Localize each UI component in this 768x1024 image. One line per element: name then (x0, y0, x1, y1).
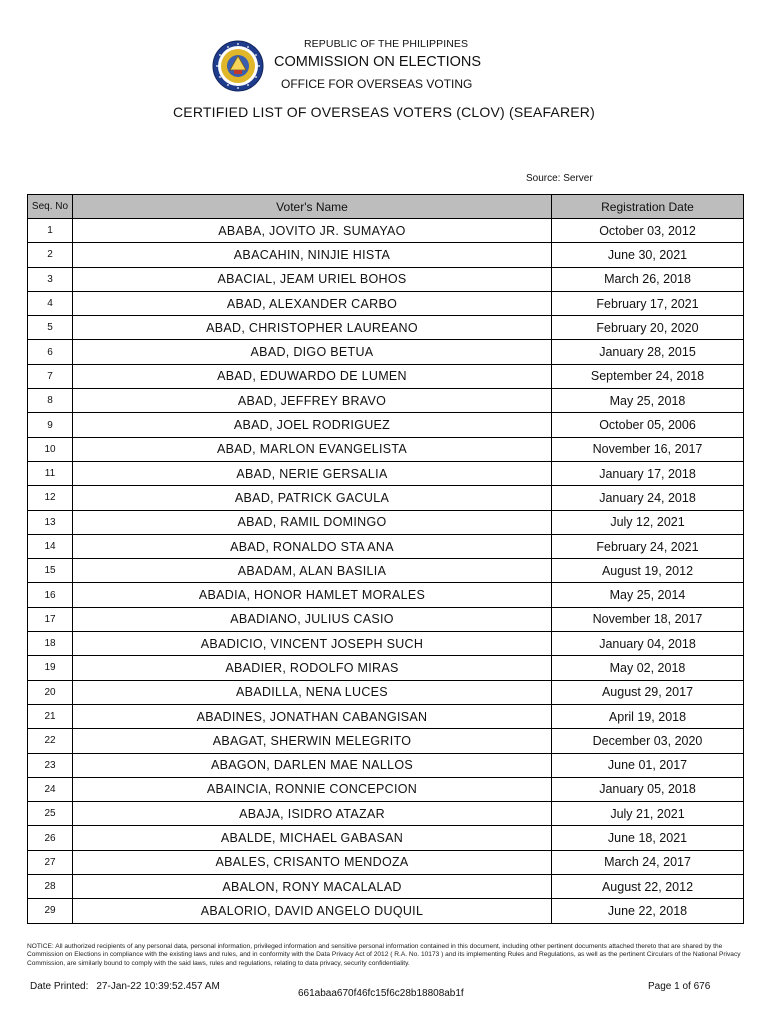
voter-name-cell: ABAD, MARLON EVANGELISTA (73, 437, 552, 461)
table-row (28, 704, 744, 728)
column-header-seq: Seq. No (28, 195, 73, 219)
voter-name-cell: ABAD, EDUWARDO DE LUMEN (73, 364, 552, 388)
table-row (28, 656, 744, 680)
seq-cell: 16 (28, 583, 73, 607)
seq-cell: 20 (28, 680, 73, 704)
seq-cell: 29 (28, 899, 73, 923)
table-row (28, 510, 744, 534)
table-row (28, 607, 744, 631)
voter-name-cell: ABACAHIN, NINJIE HISTA (73, 243, 552, 267)
seq-cell: 7 (28, 364, 73, 388)
voter-name-cell: ABADICIO, VINCENT JOSEPH SUCH (73, 632, 552, 656)
date-printed (30, 981, 220, 992)
seq-cell: 14 (28, 534, 73, 558)
column-header-date: Registration Date (552, 195, 744, 219)
table-row (28, 389, 744, 413)
seq-cell: 28 (28, 875, 73, 899)
document-hash: 661abaa670f46fc15f6c28b18808ab1f (298, 988, 464, 999)
voter-name-cell: ABAD, DIGO BETUA (73, 340, 552, 364)
table-row (28, 340, 744, 364)
voter-name-cell: ABADIER, RODOLFO MIRAS (73, 656, 552, 680)
registration-date-cell: June 01, 2017 (552, 753, 744, 777)
registration-date-cell: June 22, 2018 (552, 899, 744, 923)
document-header (0, 0, 768, 170)
registration-date-cell: May 25, 2014 (552, 583, 744, 607)
seq-cell: 9 (28, 413, 73, 437)
registration-date-cell: July 12, 2021 (552, 510, 744, 534)
voter-name-cell: ABAD, RAMIL DOMINGO (73, 510, 552, 534)
table-row (28, 364, 744, 388)
seq-cell: 3 (28, 267, 73, 291)
date-printed-value: 27-Jan-22 10:39:52.457 AM (96, 981, 220, 992)
seq-cell: 8 (28, 389, 73, 413)
seq-cell: 13 (28, 510, 73, 534)
table-row (28, 899, 744, 923)
seq-cell: 5 (28, 316, 73, 340)
seq-cell: 19 (28, 656, 73, 680)
agency-heading: COMMISSION ON ELECTIONS (274, 54, 482, 70)
table-row (28, 413, 744, 437)
table-row (28, 267, 744, 291)
registration-date-cell: November 18, 2017 (552, 607, 744, 631)
table-row (28, 753, 744, 777)
registration-date-cell: June 30, 2021 (552, 243, 744, 267)
voter-name-cell: ABAD, JEFFREY BRAVO (73, 389, 552, 413)
voter-name-cell: ABAGON, DARLEN MAE NALLOS (73, 753, 552, 777)
registration-date-cell: February 20, 2020 (552, 316, 744, 340)
table-row (28, 729, 744, 753)
table-row (28, 777, 744, 801)
seq-cell: 4 (28, 291, 73, 315)
table-row (28, 559, 744, 583)
voter-name-cell: ABAD, NERIE GERSALIA (73, 461, 552, 485)
voter-name-cell: ABAINCIA, RONNIE CONCEPCION (73, 777, 552, 801)
registration-date-cell: October 05, 2006 (552, 413, 744, 437)
seq-cell: 2 (28, 243, 73, 267)
republic-heading: REPUBLIC OF THE PHILIPPINES (304, 38, 469, 50)
date-printed-label: Date Printed: (30, 981, 89, 992)
comelec-seal-icon (212, 40, 264, 92)
registration-date-cell: January 28, 2015 (552, 340, 744, 364)
document-title: CERTIFIED LIST OF OVERSEAS VOTERS (CLOV) (SEAFARER) (173, 104, 595, 120)
page-number: Page 1 of 676 (648, 981, 711, 992)
voter-name-cell: ABAGAT, SHERWIN MELEGRITO (73, 729, 552, 753)
seq-cell: 23 (28, 753, 73, 777)
table-row (28, 802, 744, 826)
registration-date-cell: January 05, 2018 (552, 777, 744, 801)
voter-name-cell: ABACIAL, JEAM URIEL BOHOS (73, 267, 552, 291)
voter-name-cell: ABADAM, ALAN BASILIA (73, 559, 552, 583)
privacy-notice: NOTICE: All authorized recipients of any personal data, personal information, privileged information and sensitive personal information contained in this document, including other pertinent documents attached thereto that are shared by the Commission on Elections in compliance with the existing laws and rules, and in conformity with the Data Privacy Act of 2012 ( R.A. No. 10173 ) and its implementing Rules and Regulations, as well as the pertinent Circulars of the National Privacy Commission, are similarly bound to comply with the said laws, rules and regulations, relating to data privacy, security confidentiality. (27, 943, 741, 967)
table-row (28, 583, 744, 607)
voter-name-cell: ABAD, JOEL RODRIGUEZ (73, 413, 552, 437)
table-row (28, 316, 744, 340)
voters-table (27, 194, 744, 924)
office-heading: OFFICE FOR OVERSEAS VOTING (281, 77, 473, 91)
registration-date-cell: August 29, 2017 (552, 680, 744, 704)
registration-date-cell: July 21, 2021 (552, 802, 744, 826)
table-row (28, 461, 744, 485)
registration-date-cell: February 24, 2021 (552, 534, 744, 558)
registration-date-cell: April 19, 2018 (552, 704, 744, 728)
registration-date-cell: September 24, 2018 (552, 364, 744, 388)
seq-cell: 21 (28, 704, 73, 728)
seq-cell: 26 (28, 826, 73, 850)
voter-name-cell: ABALES, CRISANTO MENDOZA (73, 850, 552, 874)
seq-cell: 12 (28, 486, 73, 510)
table-row (28, 850, 744, 874)
voter-name-cell: ABALON, RONY MACALALAD (73, 875, 552, 899)
voter-name-cell: ABAJA, ISIDRO ATAZAR (73, 802, 552, 826)
seq-cell: 24 (28, 777, 73, 801)
seq-cell: 18 (28, 632, 73, 656)
seq-cell: 15 (28, 559, 73, 583)
registration-date-cell: May 02, 2018 (552, 656, 744, 680)
registration-date-cell: February 17, 2021 (552, 291, 744, 315)
voter-name-cell: ABADIANO, JULIUS CASIO (73, 607, 552, 631)
table-row (28, 632, 744, 656)
seq-cell: 17 (28, 607, 73, 631)
seq-cell: 6 (28, 340, 73, 364)
seq-cell: 11 (28, 461, 73, 485)
voter-name-cell: ABALDE, MICHAEL GABASAN (73, 826, 552, 850)
registration-date-cell: March 26, 2018 (552, 267, 744, 291)
seq-cell: 1 (28, 219, 73, 243)
table-header-row (28, 195, 744, 219)
source-label: Source: Server (526, 173, 593, 184)
registration-date-cell: November 16, 2017 (552, 437, 744, 461)
voter-name-cell: ABADIA, HONOR HAMLET MORALES (73, 583, 552, 607)
voter-name-cell: ABAD, ALEXANDER CARBO (73, 291, 552, 315)
seq-cell: 10 (28, 437, 73, 461)
seq-cell: 27 (28, 850, 73, 874)
table-row (28, 219, 744, 243)
column-header-name: Voter's Name (73, 195, 552, 219)
voter-name-cell: ABADINES, JONATHAN CABANGISAN (73, 704, 552, 728)
registration-date-cell: October 03, 2012 (552, 219, 744, 243)
table-row (28, 875, 744, 899)
table-row (28, 437, 744, 461)
table-row (28, 486, 744, 510)
voter-name-cell: ABALORIO, DAVID ANGELO DUQUIL (73, 899, 552, 923)
voter-name-cell: ABAD, PATRICK GACULA (73, 486, 552, 510)
registration-date-cell: June 18, 2021 (552, 826, 744, 850)
registration-date-cell: January 24, 2018 (552, 486, 744, 510)
voter-name-cell: ABAD, CHRISTOPHER LAUREANO (73, 316, 552, 340)
table-row (28, 680, 744, 704)
registration-date-cell: January 04, 2018 (552, 632, 744, 656)
registration-date-cell: January 17, 2018 (552, 461, 744, 485)
registration-date-cell: August 22, 2012 (552, 875, 744, 899)
table-row (28, 826, 744, 850)
table-row (28, 534, 744, 558)
table-row (28, 291, 744, 315)
registration-date-cell: March 24, 2017 (552, 850, 744, 874)
table-row (28, 243, 744, 267)
seq-cell: 22 (28, 729, 73, 753)
registration-date-cell: August 19, 2012 (552, 559, 744, 583)
registration-date-cell: May 25, 2018 (552, 389, 744, 413)
voter-name-cell: ABABA, JOVITO JR. SUMAYAO (73, 219, 552, 243)
registration-date-cell: December 03, 2020 (552, 729, 744, 753)
voter-name-cell: ABADILLA, NENA LUCES (73, 680, 552, 704)
voter-name-cell: ABAD, RONALDO STA ANA (73, 534, 552, 558)
seq-cell: 25 (28, 802, 73, 826)
